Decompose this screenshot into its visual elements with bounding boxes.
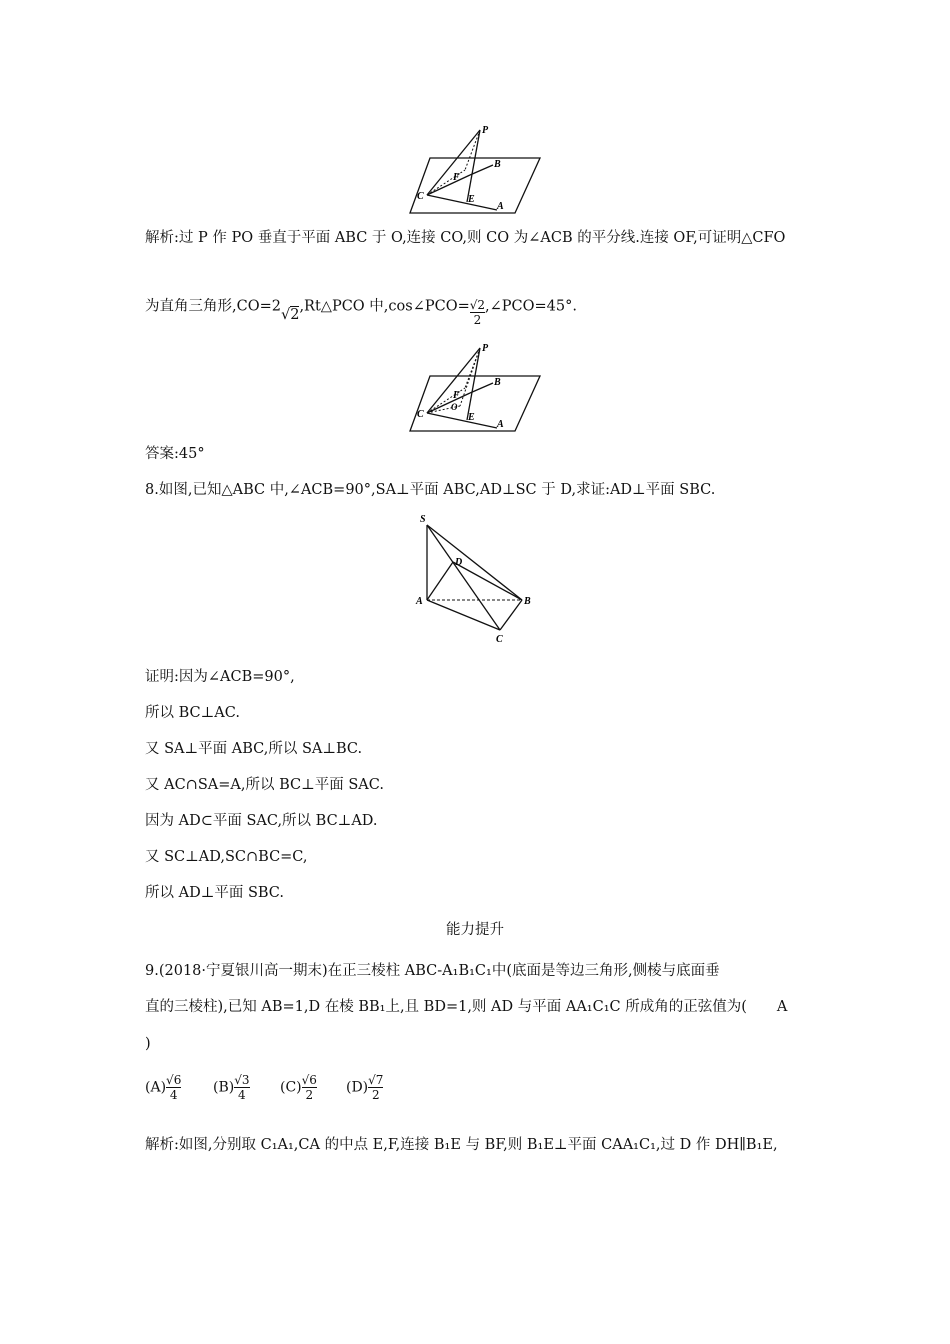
fig3-label-s: S xyxy=(420,514,426,525)
fig1-label-c: C xyxy=(417,191,424,202)
analysis1-line2-c: ,∠PCO=45°. xyxy=(485,298,577,315)
fig3-label-a: A xyxy=(416,596,423,607)
fig2-label-o: O xyxy=(451,402,458,412)
q9-line2-text: 直的三棱柱),已知 AB=1,D 在棱 BB₁上,且 BD=1,则 AD 与平面 AA₁C₁C 所成角的正弦值为( xyxy=(145,999,747,1015)
proof-line-5: 因为 AD⊂平面 SAC,所以 BC⊥AD. xyxy=(145,813,378,829)
answer-line: 答案:45° xyxy=(145,446,205,462)
analysis1-line1: 解析:过 P 作 PO 垂直于平面 ABC 于 O,连接 CO,则 CO 为∠ACB 的平分线.连接 OF,可证明△CFO xyxy=(145,230,786,246)
option-d: (D) $\frac{√7}{2}$ xyxy=(346,1073,384,1102)
fig2-label-c: C xyxy=(417,409,424,420)
fig2-label-e: E xyxy=(468,412,475,423)
q8-statement: 8.如图,已知△ABC 中,∠ACB=90°,SA⊥平面 ABC,AD⊥SC 于 D,求证:AD⊥平面 SBC. xyxy=(145,482,716,498)
fig2-label-f: F xyxy=(453,390,460,401)
sqrt-2-expression: √2 xyxy=(280,306,300,323)
fig1-label-p: P xyxy=(482,125,489,136)
analysis1-line2-a: 为直角三角形,CO=2 xyxy=(145,298,281,315)
fig1-label-a: A xyxy=(497,201,504,212)
proof-line-6: 又 SC⊥AD,SC∩BC=C, xyxy=(145,849,308,865)
figure-pyramid-plane-1 xyxy=(405,120,545,215)
fig2-label-p: P xyxy=(482,343,489,354)
fig2-label-a: A xyxy=(497,419,504,430)
fig3-label-b: B xyxy=(524,596,531,607)
q9-line2 xyxy=(145,997,787,1017)
fig1-label-f: F xyxy=(453,172,460,183)
proof-line-2: 所以 BC⊥AC. xyxy=(145,705,240,721)
option-c: (C) $\frac{√6}{2}$ xyxy=(280,1073,317,1102)
proof-line-3: 又 SA⊥平面 ABC,所以 SA⊥BC. xyxy=(145,741,363,757)
fig2-label-b: B xyxy=(494,377,501,388)
option-a: (A) $\frac{√6}{4}$ xyxy=(145,1073,182,1102)
q9-answer-letter: A xyxy=(776,999,788,1015)
q9-analysis: 解析:如图,分别取 C₁A₁,CA 的中点 E,F,连接 B₁E 与 BF,则 B₁E⊥平面 CAA₁C₁,过 D 作 DH∥B₁E, xyxy=(145,1137,778,1153)
q9-line3: ) xyxy=(145,1036,151,1052)
section-title: 能力提升 xyxy=(446,922,504,938)
analysis1-line2 xyxy=(145,292,577,327)
fig1-label-b: B xyxy=(494,159,501,170)
figure-tetrahedron-sabc xyxy=(412,510,537,645)
proof-line-7: 所以 AD⊥平面 SBC. xyxy=(145,885,284,901)
option-b: (B) $\frac{√3}{4}$ xyxy=(213,1073,250,1102)
q9-line1: 9.(2018·宁夏银川高一期末)在正三棱柱 ABC-A₁B₁C₁中(底面是等边三角形,侧棱与底面垂 xyxy=(145,963,720,979)
fig3-label-d: D xyxy=(455,557,463,568)
fraction-sqrt2-over-2: $\frac{√2}{2}$ xyxy=(469,298,486,327)
analysis1-line2-b: ,Rt△PCO 中,cos∠PCO= xyxy=(299,298,470,315)
proof-line-4: 又 AC∩SA=A,所以 BC⊥平面 SAC. xyxy=(145,777,384,793)
proof-line-1: 证明:因为∠ACB=90°, xyxy=(145,669,295,685)
fig3-label-c: C xyxy=(496,634,503,645)
figure-pyramid-plane-2 xyxy=(405,338,545,433)
fig1-label-e: E xyxy=(468,194,475,205)
